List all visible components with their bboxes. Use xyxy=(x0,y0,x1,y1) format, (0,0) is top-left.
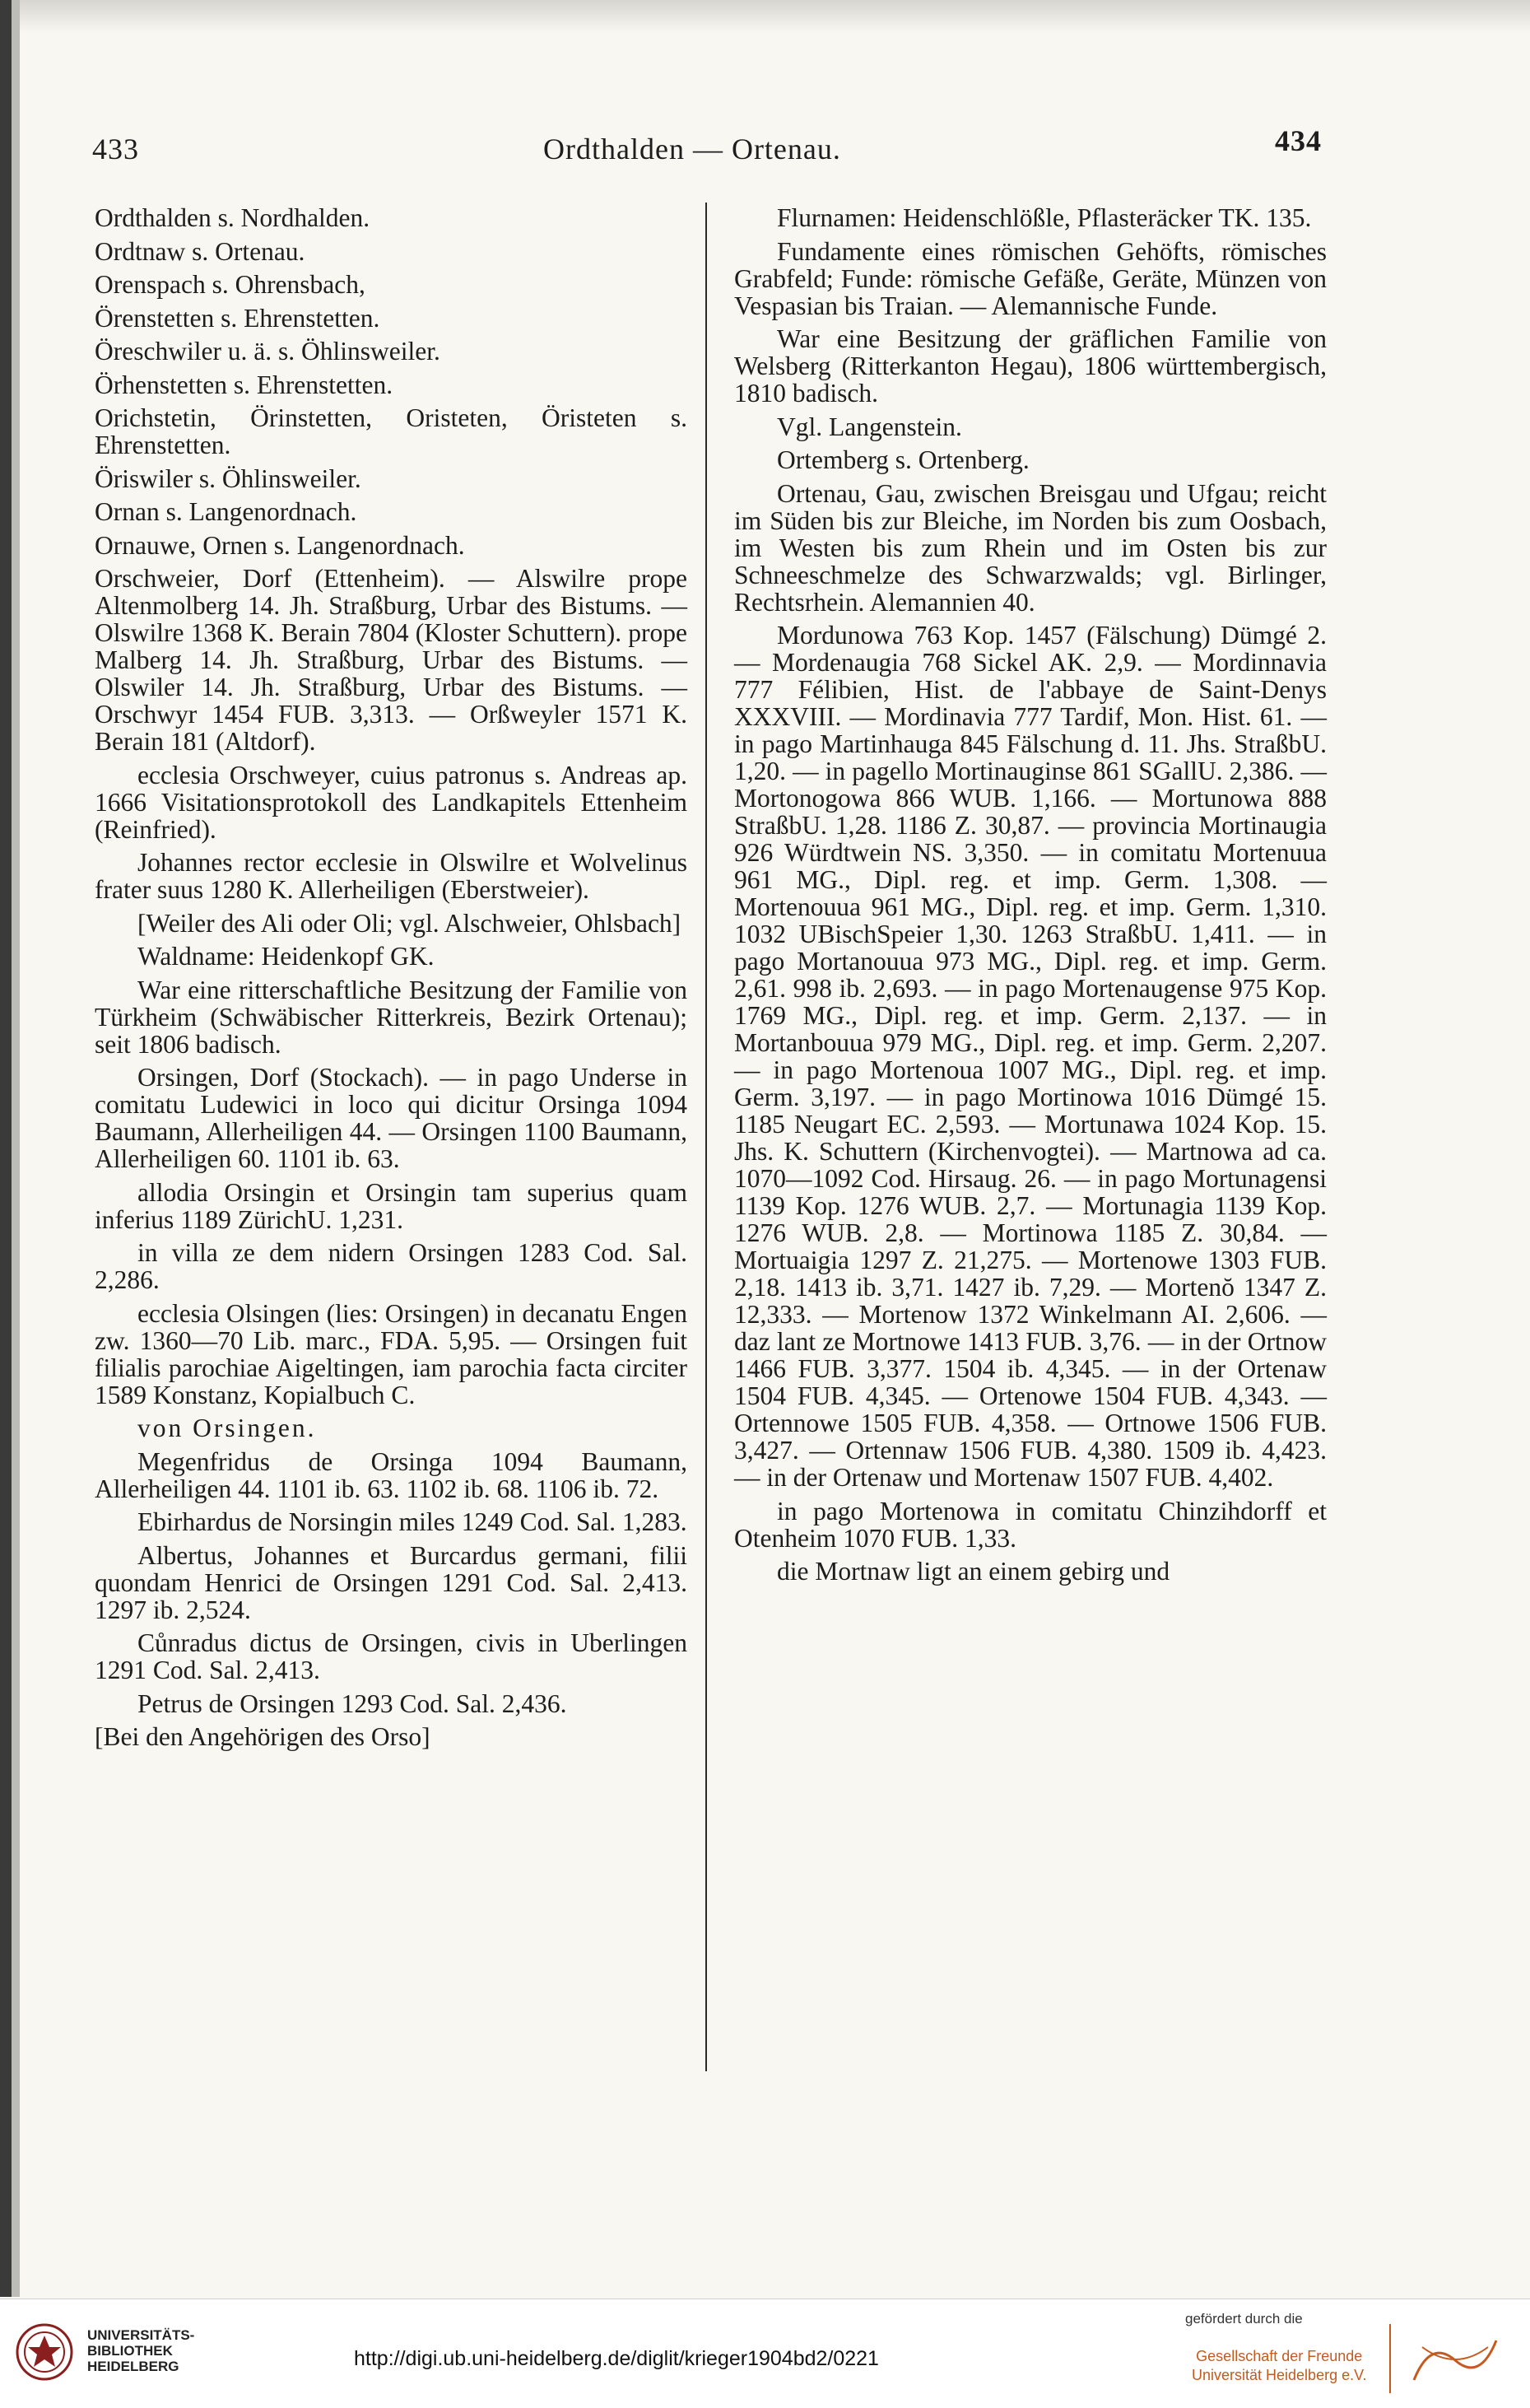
entry-ordthalden: Ordthalden s. Nordhalden. xyxy=(95,203,370,232)
paragraph: die Mortnaw ligt an einem gebirg und xyxy=(777,1557,1170,1586)
paragraph: in pago Mortenowa in comitatu Chinzihdorff et Otenheim 1070 FUB. 1,33. xyxy=(734,1496,1327,1553)
paragraph: Albertus, Johannes et Burcardus germani, filii quondam Henrici de Orsingen 1291 Cod. Sal. 2,413. 1297 ib. 2,524. xyxy=(95,1540,687,1624)
permalink-url[interactable]: http://digi.ub.uni-heidelberg.de/diglit/krieger1904bd2/0221 xyxy=(354,2347,879,2370)
subheading: von Orsingen. xyxy=(137,1414,317,1442)
institution-line: HEIDELBERG xyxy=(87,2359,179,2374)
university-seal-icon xyxy=(15,2322,74,2382)
paragraph: Cůnradus dictus de Orsingen, civis in Uberlingen 1291 Cod. Sal. 2,413. xyxy=(95,1628,687,1684)
paragraph: Ebirhardus de Norsingin miles 1249 Cod. Sal. 1,283. xyxy=(137,1507,687,1536)
sponsor-line: Gesellschaft der Freunde xyxy=(1196,2348,1363,2364)
footer-bar xyxy=(0,2299,1530,2408)
entry-orschweier: Orschweier, Dorf (Ettenheim). — Alswilre prope Altenmolberg 14. Jh. Straßburg, Urbar des Bistums. — Olswilre 1368 K. Berain 7804 (Kloster Schuttern). prope Malberg 14. Jh. Straßburg, Urbar des Bistums. — Olswiler 14. Jh. Straßburg, Urbar des Bistums. — Orschwyr 1454 FUB. 3,313. — Orßweyler 1571 K. Berain 181 (Altdorf). xyxy=(95,564,687,756)
paragraph: Flurnamen: Heidenschlößle, Pflasteräcker TK. 135. xyxy=(777,203,1312,232)
entry-orenstetten: Örenstetten s. Ehrenstetten. xyxy=(95,303,380,333)
institution-line: BIBLIOTHEK xyxy=(87,2343,173,2359)
page-top-shade xyxy=(0,0,1530,33)
entry-orichstetin: Orichstetin, Örinstetten, Oristeten, Öristeten s. Ehrenstetten. xyxy=(95,403,687,459)
entry-oreschwiler: Öreschwiler u. ä. s. Öhlinsweiler. xyxy=(95,337,440,366)
sponsor-name xyxy=(1192,2347,1366,2385)
paragraph: Waldname: Heidenkopf GK. xyxy=(137,942,435,971)
entry-ornauwe: Ornauwe, Ornen s. Langenordnach. xyxy=(95,530,465,560)
paragraph: Vgl. Langenstein. xyxy=(777,412,962,441)
running-title: Ordthalden — Ortenau. xyxy=(543,133,841,165)
page-number-right: 434 xyxy=(1275,124,1322,157)
paragraph: Megenfridus de Orsinga 1094 Baumann, Allerheiligen 44. 1101 ib. 63. 1102 ib. 68. 1106 ib. 72. xyxy=(95,1446,687,1503)
right-column xyxy=(734,204,1327,1591)
page-number-left: 433 xyxy=(92,133,139,165)
paragraph: [Weiler des Ali oder Oli; vgl. Alschweier, Ohlsbach] xyxy=(137,908,681,938)
paragraph: [Bei den Angehörigen des Orso] xyxy=(95,1722,430,1751)
entry-orenspach: Orenspach s. Ohrensbach, xyxy=(95,270,365,299)
entry-orsingen: Orsingen, Dorf (Stockach). — in pago Underse in comitatu Ludewici in loco qui dicitur Orsinga 1094 Baumann, Allerheiligen 44. — Orsingen 1100 Baumann, Allerheiligen 60. 1101 ib. 63. xyxy=(95,1063,687,1173)
entry-ortenau: Ortenau, Gau, zwischen Breisgau und Ufgau; reicht im Süden bis zur Bleiche, im Norden bis zum Oosbach, im Westen bis zum Rhein und im Osten bis zur Schneeschmelze des Schwarzwalds; vgl. Birlinger, Rechtsrhein. Alemannien 40. xyxy=(734,478,1327,617)
paragraph: Petrus de Orsingen 1293 Cod. Sal. 2,436. xyxy=(137,1688,567,1718)
sponsor-line: Universität Heidelberg e.V. xyxy=(1192,2367,1367,2383)
entry-orhenstetten: Örhenstetten s. Ehrenstetten. xyxy=(95,370,393,399)
paragraph: War eine ritterschaftliche Besitzung der Familie von Türkheim (Schwäbischer Ritterkreis, Bezirk Ortenau); seit 1806 badisch. xyxy=(95,975,687,1059)
paragraph: Johannes rector ecclesie in Olswilre et Wolvelinus frater suus 1280 K. Allerheiligen (Eberstweier). xyxy=(95,848,687,904)
paragraph: Fundamente eines römischen Gehöfts, römisches Grabfeld; Funde: römische Gefäße, Geräte, Münzen von Vespasian bis Traian. — Alemannische Funde. xyxy=(734,236,1327,320)
paragraph: Mordunowa 763 Kop. 1457 (Fälschung) Dümgé 2. — Mordenaugia 768 Sickel AK. 2,9. — Mordinnavia 777 Félibien, Hist. de l'abbaye de Saint-Denys XXXVIII. — Mordinavia 777 Tardif, Mon. Hist. 61. — in pago Martinhauga 845 Fälschung d. 11. Jhs. StraßbU. 1,20. — in pagello Mortinauginse 861 SGallU. 2,386. — Mortonogowa 866 WUB. 1,166. — Mortunowa 888 StraßbU. 1,28. 1186 Z. 30,87. — provincia Mortinaugia 926 Würdtwein NS. 3,350. — in comitatu Mortenuua 961 MG., Dipl. reg. et imp. Germ. 1,308. — Mortenouua 961 MG., Dipl. reg. et imp. Germ. 1,310. 1032 UBischSpeier 1,30. 1263 StraßbU. 1,411. — in pago Mortanouua 973 MG., Dipl. reg. et imp. Germ. 2,61. 998 ib. 2,693. — in pago Mortenaugense 975 Kop. 1769 MG., Dipl. reg. et imp. Germ. 2,137. — in Mortanbouua 979 MG., Dipl. reg. et imp. Germ. 2,207. — in pago Mortenoua 1007 MG., Dipl. reg. et imp. Germ. 3,197. — in pago Mortinowa 1016 Dümgé 15. 1185 Neugart EC. 2,593. — Mortunawa 1024 Kop. 15. Jhs. K. Schuttern (Kirchenvogtei). — Martnowa ad ca. 1070—1092 Cod. Hirsaug. 26. — in pago Mortunagensi 1139 Kop. 1276 WUB. 2,7. — Mortunagia 1139 Kop. 1276 WUB. 2,8. — Mortinowa 1185 Z. 30,84. — Mortuaigia 1297 Z. 21,275. — Mortenowe 1303 FUB. 2,18. 1413 ib. 3,71. 1427 ib. 7,29. — Mortenŏ 1347 Z. 12,333. — Mortenow 1372 Winkelmann AI. 2,606. — daz lant ze Mortnowe 1413 FUB. 3,76. — in der Ortnow 1466 FUB. 3,377. 1504 ib. 4,345. — in der Ortenaw 1504 FUB. 4,345. — Ortenowe 1504 FUB. 4,343. — Ortennowe 1505 FUB. 4,358. — Ortnowe 1506 FUB. 3,427. — Ortennaw 1506 FUB. 4,380. 1509 ib. 4,423. — in der Ortenaw und Mortenaw 1507 FUB. 4,402. xyxy=(734,621,1327,1492)
column-divider xyxy=(705,203,707,2071)
funded-by-text: gefördert durch die xyxy=(1185,2311,1303,2326)
entry-ortemberg: Ortemberg s. Ortenberg. xyxy=(777,445,1030,474)
entry-ornan: Ornan s. Langenordnach. xyxy=(95,497,357,526)
book-spine-edge xyxy=(0,0,12,2297)
institution-name xyxy=(87,2327,194,2374)
paragraph: allodia Orsingin et Orsingin tam superius quam inferius 1189 ZürichU. 1,231. xyxy=(95,1177,687,1234)
sponsor-ornament-icon xyxy=(1406,2331,1504,2390)
institution-line: UNIVERSITÄTS- xyxy=(87,2327,195,2343)
left-column xyxy=(95,204,687,1757)
paragraph: in villa ze dem nidern Orsingen 1283 Cod. Sal. 2,286. xyxy=(95,1238,687,1294)
paragraph: ecclesia Olsingen (lies: Orsingen) in decanatu Engen zw. 1360—70 Lib. marc., FDA. 5,95. — Orsingen fuit filialis parochiae Aigeltingen, iam parochia facta circiter 1589 Konstanz, Kopialbuch C. xyxy=(95,1298,687,1409)
paragraph: ecclesia Orschweyer, cuius patronus s. Andreas ap. 1666 Visitationsprotokoll des Landkapitels Ettenheim (Reinfried). xyxy=(95,760,687,844)
paragraph: War eine Besitzung der gräflichen Familie von Welsberg (Ritterkanton Hegau), 1806 württembergisch, 1810 badisch. xyxy=(734,324,1327,408)
entry-oriswiler: Öriswiler s. Öhlinsweiler. xyxy=(95,463,361,493)
sponsor-divider xyxy=(1389,2324,1391,2393)
book-spine-shadow xyxy=(12,0,20,2297)
entry-ordtnaw: Ordtnaw s. Ortenau. xyxy=(95,236,305,266)
